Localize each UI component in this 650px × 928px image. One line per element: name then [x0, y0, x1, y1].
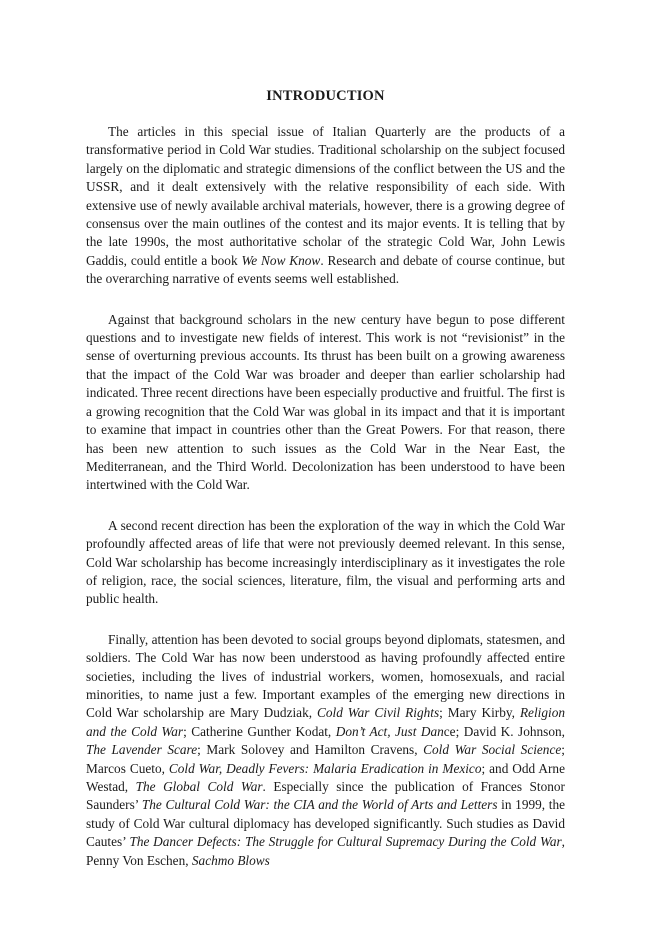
paragraph-1: [86, 123, 565, 289]
italic-title-text: The Cultural Cold War: the CIA and the World of Arts and Letters: [141, 797, 498, 813]
page-title: INTRODUCTION: [266, 88, 385, 104]
italic-title-text: Cold War Civil Rights: [316, 705, 440, 721]
body-text: A second recent direction has been the exploration of the way in which the Cold War profoundly affected areas of life that were not previously deemed relevant. In this sense, Cold War scholarship has become increasingly interdisciplinary as it investigates the role of religion, race, the social sciences, literature, film, the visual and performing arts and public health.: [86, 517, 565, 607]
italic-title-text: Don’t Act, Just Dan: [335, 723, 444, 739]
italic-title-text: We Now Know: [241, 252, 321, 268]
paragraph-3: [86, 517, 565, 609]
body-text: ; Marcos Cueto,: [86, 742, 565, 776]
italic-title-text: Cold War, Deadly Fevers: Malaria Eradication in Mexico: [168, 760, 482, 776]
body-text: . Especially since the publication of Frances Stonor Saunders’: [86, 779, 565, 813]
paragraph-2: [86, 311, 565, 495]
body-text: Against that background scholars in the new century have begun to pose different questions and to investigate new fields of interest. This work is not “revisionist” in the sense of overturning previous accounts. Its thrust has been built on a growing awareness that the impact of the Cold War was broader and deeper than earlier scholarship had indicated. Three recent directions have been especially productive and fruitful. The first is a growing recognition that the Cold War was global in its impact and that it is important to examine that impact in countries other than the Great Powers. For that reason, there has been new attention to such issues as the Cold War in the Near East, the Mediterranean, and the Third World. Decolonization has been understood to have been intertwined with the Cold War.: [86, 311, 565, 493]
italic-title-text: The Lavender Scare: [86, 742, 198, 758]
italic-title-text: The Global Cold War: [135, 779, 263, 794]
body-text: ce; David K. Johnson,: [443, 723, 565, 739]
paragraph-4: [86, 631, 565, 870]
body-text: ; Mark Solovey and Hamilton Cravens,: [197, 742, 424, 758]
body-text: Finally, attention has been devoted to social groups beyond diplomats, statesmen, and soldiers. The Cold War has now been understood as having profoundly affected entire societies, including the lives of industrial workers, women, homosexuals, and racial minorities, to name just a few. Important examples of the emerging new directions in Cold War scholarship are Mary Dudziak,: [86, 631, 565, 721]
body-text: , Penny Von Eschen,: [86, 834, 565, 868]
body-text: ; and Odd Arne Westad,: [86, 760, 565, 794]
italic-title-text: Religion and the Cold War: [86, 705, 565, 739]
italic-title-text: Sachmo Blows: [191, 852, 270, 868]
body-text: ; Catherine Gunther Kodat,: [183, 723, 336, 739]
body-text: The articles in this special issue of Italian Quarterly are the products of a transformative period in Cold War studies. Traditional scholarship on the subject focused largely on the diplomatic and strategic dimensions of the conflict between the US and the USSR, and it dealt extensively with the relative responsibility of each side. With extensive use of newly available archival materials, however, there is a growing degree of consensus over the main outlines of the contest and its major events. It is telling that by the late 1990s, the most authoritative scholar of the strategic Cold War, John Lewis Gaddis, could entitle a book: [86, 124, 565, 268]
document-page: [86, 86, 565, 870]
italic-title-text: The Dancer Defects: The Struggle for Cultural Supremacy During the Cold War: [129, 834, 562, 850]
italic-title-text: Cold War Social Science: [423, 742, 562, 758]
body-text: in 1999, the study of Cold War cultural diplomacy has developed significantly. Such studies as David Cautes’: [86, 797, 565, 850]
body-text: ; Mary Kirby,: [439, 705, 520, 721]
body-text: . Research and debate of course continue, but the overarching narrative of events seems well established.: [86, 252, 565, 287]
